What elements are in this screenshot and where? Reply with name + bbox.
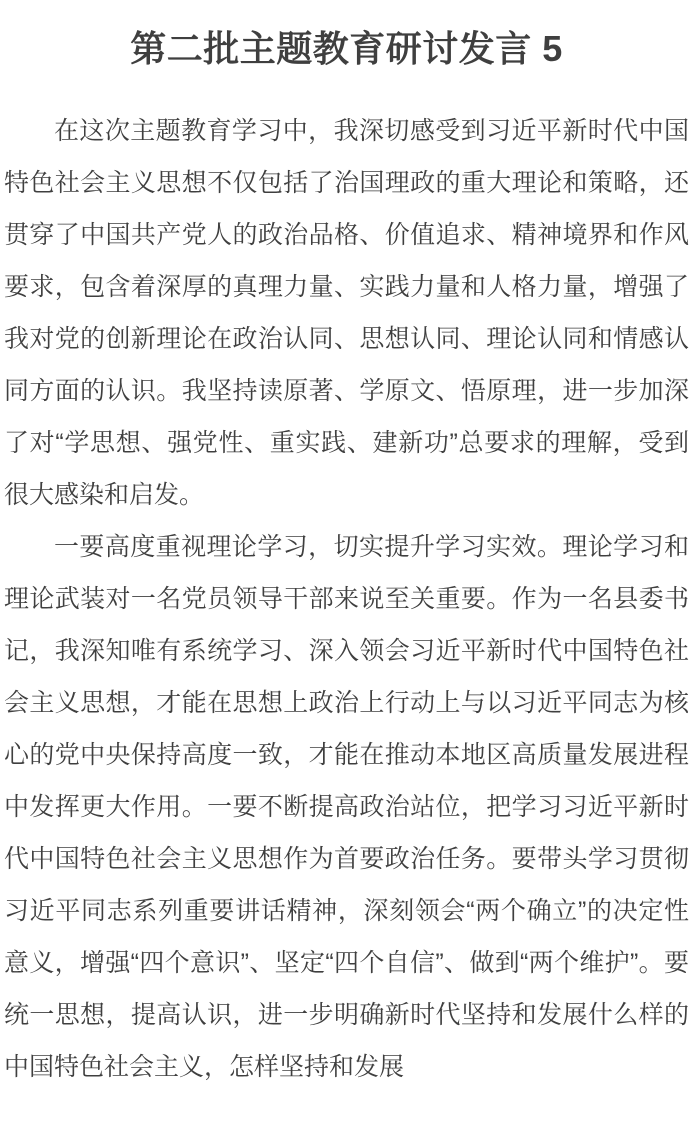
document-body (4, 105, 689, 1093)
document-title: 第二批主题教育研讨发言 5 (130, 28, 563, 69)
paragraph-2: 一要高度重视理论学习，切实提升学习实效。理论学习和理论武装对一名党员领导干部来说至关重要。作为一名县委书记，我深知唯有系统学习、深入领会习近平新时代中国特色社会主义思想，才能在思想上政治上行动上与以习近平同志为核心的党中央保持高度一致，才能在推动本地区高质量发展进程中发挥更大作用。一要不断提高政治站位，把学习习近平新时代中国特色社会主义思想作为首要政治任务。要带头学习贯彻习近平同志系列重要讲话精神，深刻领会“两个确立”的决定性意义，增强“四个意识”、坚定“四个自信”、做到“两个维护”。要统一思想，提高认识，进一步明确新时代坚持和发展什么样的中国特色社会主义，怎样坚持和发展 (4, 533, 689, 1081)
paragraph-1: 在这次主题教育学习中，我深切感受到习近平新时代中国特色社会主义思想不仅包括了治国理政的重大理论和策略，还贯穿了中国共产党人的政治品格、价值追求、精神境界和作风要求，包含着深厚的真理力量、实践力量和人格力量，增强了我对党的创新理论在政治认同、思想认同、理论认同和情感认同方面的认识。我坚持读原著、学原文、悟原理，进一步加深了对“学思想、强党性、重实践、建新功”总要求的理解，受到很大感染和启发。 (4, 117, 689, 509)
document-page (0, 26, 693, 1123)
